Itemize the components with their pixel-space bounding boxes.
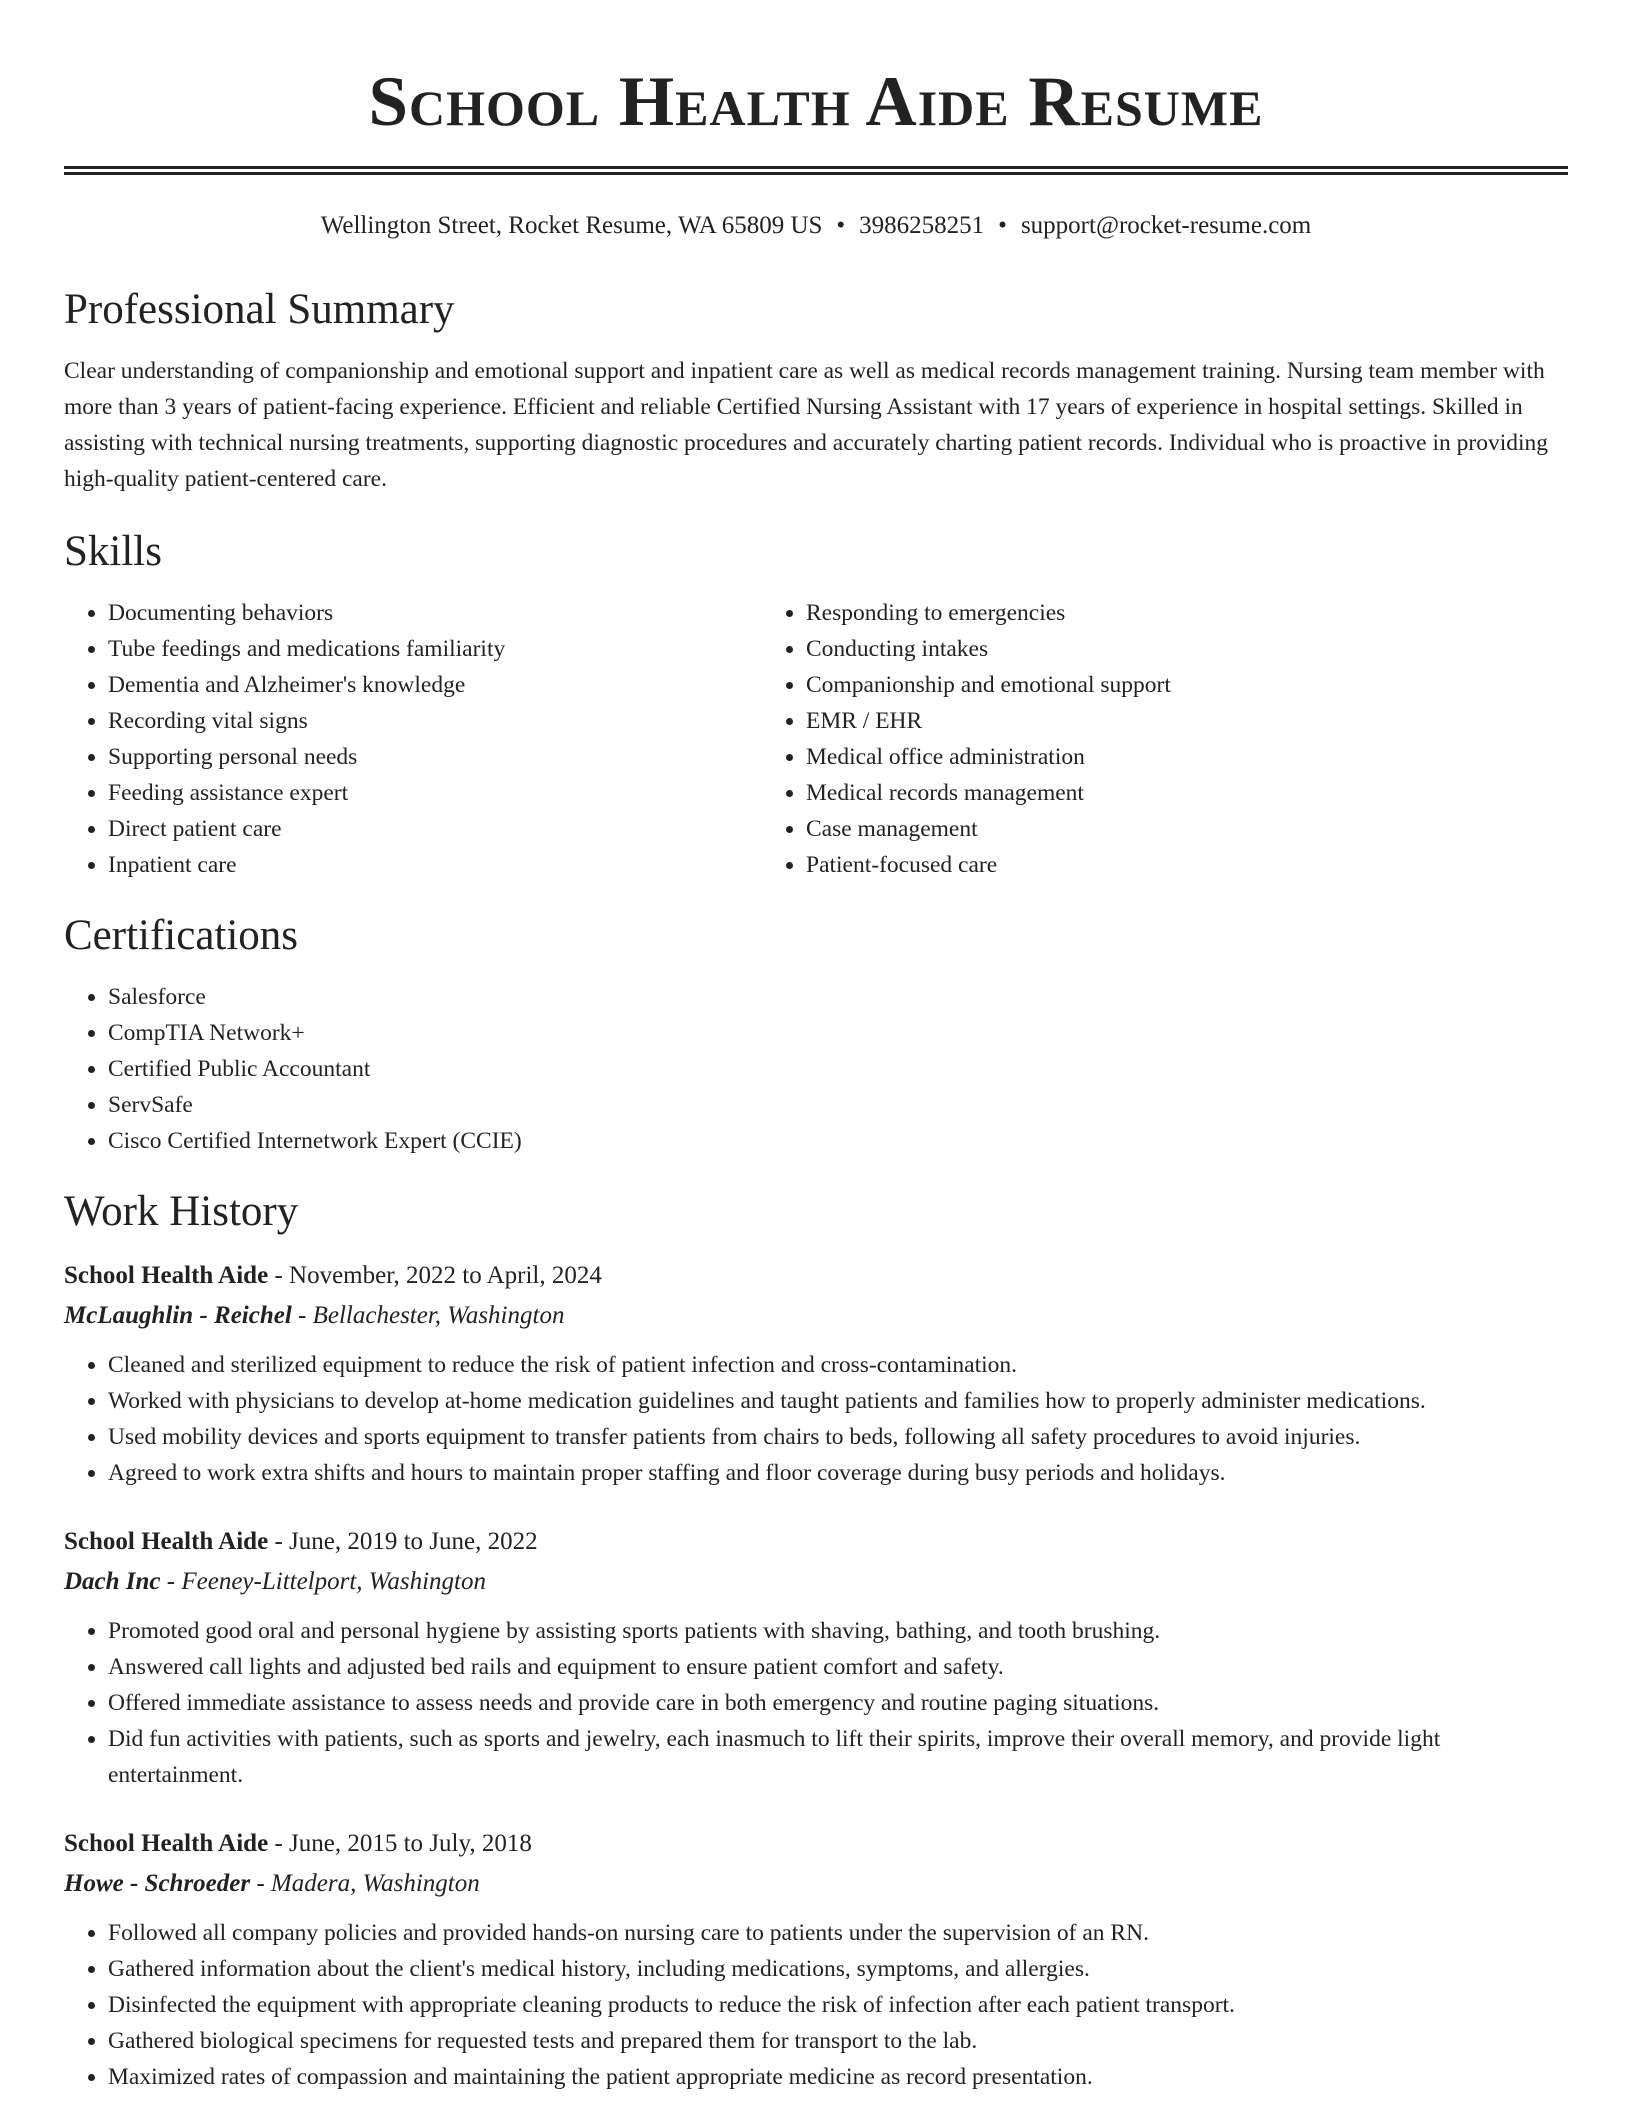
- skill-item: • Recording vital signs: [108, 703, 762, 739]
- skill-item: • Documenting behaviors: [108, 595, 762, 631]
- job-company: McLaughlin - Reichel: [64, 1302, 292, 1329]
- job-bullet: • Agreed to work extra shifts and hours to maintain proper staffing and floor coverage during busy periods and holidays.: [108, 1455, 1568, 1491]
- job-dates: - June, 2019 to June, 2022: [268, 1528, 538, 1555]
- certification-item: • Certified Public Accountant: [108, 1051, 1568, 1087]
- job-company: Howe - Schroeder: [64, 1870, 251, 1897]
- skill-item: • EMR / EHR: [806, 703, 1171, 739]
- contact-line: [64, 211, 1568, 241]
- contact-separator: •: [836, 212, 846, 239]
- job-title: School Health Aide: [64, 1262, 269, 1289]
- job-entry: [64, 1259, 1568, 1491]
- job-location: - Bellachester, Washington: [291, 1302, 565, 1329]
- job-title: School Health Aide: [64, 1528, 269, 1555]
- job-bullet: • Worked with physicians to develop at-home medication guidelines and taught patients and families how to properly administer medications.: [108, 1383, 1568, 1419]
- job-bullets: [64, 1613, 1568, 1793]
- skill-item: • Medical office administration: [806, 739, 1171, 775]
- certifications-heading: Certifications: [64, 912, 299, 959]
- job-location: - Feeney-Littelport, Washington: [160, 1568, 486, 1595]
- job-bullets: [64, 1347, 1568, 1491]
- job-bullets: [64, 1915, 1568, 2095]
- job-title: School Health Aide: [64, 1830, 269, 1857]
- skill-item: • Direct patient care: [108, 811, 762, 847]
- skill-item: • Supporting personal needs: [108, 739, 762, 775]
- skills-list-right: [762, 595, 1171, 883]
- job-bullet: • Promoted good oral and personal hygiene by assisting sports patients with shaving, bathing, and tooth brushing.: [108, 1613, 1568, 1649]
- job-location: - Madera, Washington: [250, 1870, 480, 1897]
- skill-item: • Inpatient care: [108, 847, 762, 883]
- skill-item: • Companionship and emotional support: [806, 667, 1171, 703]
- skill-item: • Medical records management: [806, 775, 1171, 811]
- job-bullet: • Cleaned and sterilized equipment to reduce the risk of patient infection and cross-contamination.: [108, 1347, 1568, 1383]
- job-company: Dach Inc: [64, 1568, 161, 1595]
- resume-title: School Health Aide Resume: [368, 63, 1264, 141]
- certifications-list: [64, 979, 1568, 1159]
- job-bullet: • Answered call lights and adjusted bed rails and equipment to ensure patient comfort and safety.: [108, 1649, 1568, 1685]
- contact-separator: •: [998, 212, 1007, 239]
- job-entry: [64, 1525, 1568, 1793]
- certification-item: • Cisco Certified Internetwork Expert (CCIE): [108, 1123, 1568, 1159]
- job-dates: - June, 2015 to July, 2018: [268, 1830, 532, 1857]
- work-history-heading: Work History: [64, 1188, 299, 1235]
- skill-item: • Patient-focused care: [806, 847, 1171, 883]
- job-bullet: • Followed all company policies and provided hands-on nursing care to patients under the supervision of an RN.: [108, 1915, 1568, 1951]
- job-company-line: [64, 1867, 1568, 1901]
- skills-heading: Skills: [64, 528, 162, 575]
- job-bullet: • Maximized rates of compassion and maintaining the patient appropriate medicine as record presentation.: [108, 2059, 1568, 2095]
- certification-item: • ServSafe: [108, 1087, 1568, 1123]
- certification-item: • Salesforce: [108, 979, 1568, 1015]
- title-double-rule: [64, 166, 1568, 175]
- skill-item: • Conducting intakes: [806, 631, 1171, 667]
- job-bullet: • Disinfected the equipment with appropriate cleaning products to reduce the risk of infection after each patient transport.: [108, 1987, 1568, 2023]
- certification-item: • CompTIA Network+: [108, 1015, 1568, 1051]
- job-entry: [64, 1827, 1568, 2095]
- contact-phone: 3986258251: [859, 212, 985, 239]
- skill-item: • Case management: [806, 811, 1171, 847]
- job-dates: - November, 2022 to April, 2024: [268, 1262, 602, 1289]
- skill-item: • Dementia and Alzheimer's knowledge: [108, 667, 762, 703]
- job-bullet: • Gathered information about the client's medical history, including medications, symptoms, and allergies.: [108, 1951, 1568, 1987]
- job-bullet: • Used mobility devices and sports equipment to transfer patients from chairs to beds, following all safety procedures to avoid injuries.: [108, 1419, 1568, 1455]
- summary-text: Clear understanding of companionship and emotional support and inpatient care as well as medical records management training. Nursing team member with more than 3 years of patient-facing experience. Efficient and reliable Certified Nursing Assistant with 17 years of experience in hospital settings. Skilled in assisting with technical nursing treatments, supporting diagnostic procedures and accurately charting patient records. Individual who is proactive in providing high-quality patient-centered care.: [64, 358, 1549, 492]
- job-company-line: [64, 1299, 1568, 1333]
- skills-list-left: [64, 595, 762, 883]
- summary-heading: Professional Summary: [64, 286, 455, 333]
- job-bullet: • Did fun activities with patients, such as sports and jewelry, each inasmuch to lift their spirits, improve their overall memory, and provide light entertainment.: [108, 1721, 1568, 1793]
- job-bullet: • Offered immediate assistance to assess needs and provide care in both emergency and routine paging situations.: [108, 1685, 1568, 1721]
- job-company-line: [64, 1565, 1568, 1599]
- skill-item: • Tube feedings and medications familiarity: [108, 631, 762, 667]
- job-title-line: [64, 1525, 1568, 1559]
- skills-columns: [64, 595, 1568, 883]
- job-title-line: [64, 1827, 1568, 1861]
- job-bullet: • Gathered biological specimens for requested tests and prepared them for transport to the lab.: [108, 2023, 1568, 2059]
- skill-item: • Feeding assistance expert: [108, 775, 762, 811]
- job-title-line: [64, 1259, 1568, 1293]
- skill-item: • Responding to emergencies: [806, 595, 1171, 631]
- contact-address: Wellington Street, Rocket Resume, WA 65809 US: [320, 212, 823, 239]
- contact-email: support@rocket-resume.com: [1020, 212, 1312, 239]
